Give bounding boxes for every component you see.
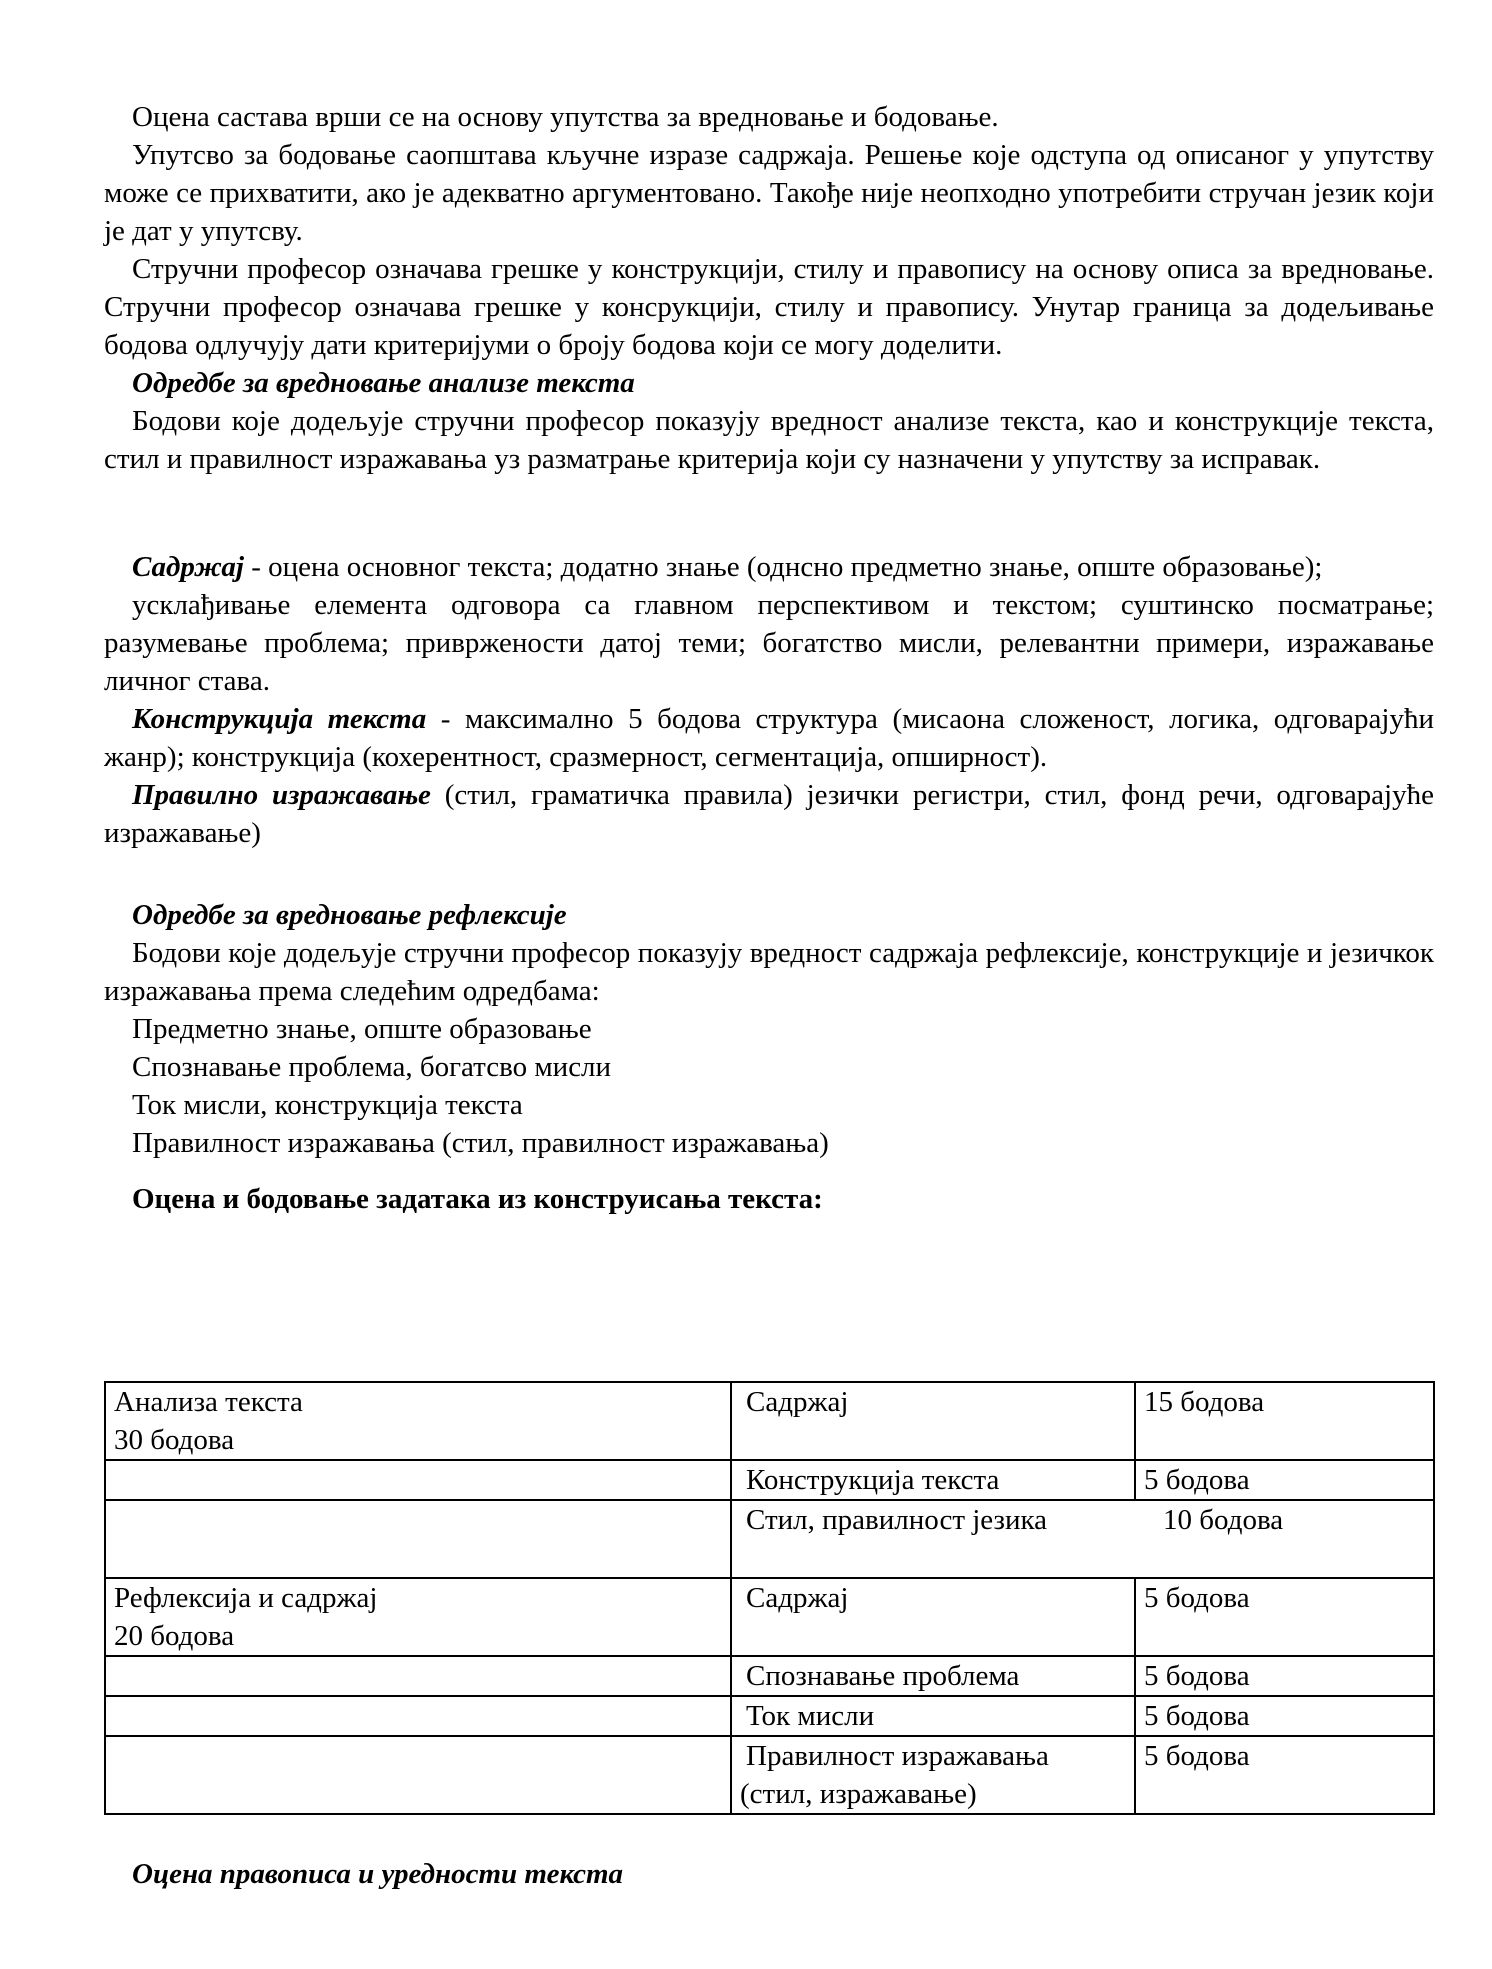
table-cell <box>105 1656 731 1696</box>
table-cell: 15 бодова <box>1135 1382 1434 1460</box>
table-cell: Конструкција текста <box>731 1460 1135 1500</box>
correct-text: (стил, граматичка правила) језички регистри, стил, фонд речи, одговарајуће изражавање) <box>104 779 1434 849</box>
heading-scoring: Оцена и бодовање задатака из конструисања текста: <box>132 1183 823 1215</box>
list-item: Ток мисли, конструкција текста <box>132 1089 523 1121</box>
heading-analysis: Одредбе за вредновање анализе текста <box>132 367 635 399</box>
construction-text: - максимално 5 бодова структура (мисаона сложеност, логика, одговарајући жанр); конструкција (кохерентност, сразмерност, сегментација, опширност). <box>104 703 1434 773</box>
document-body <box>104 98 1434 1218</box>
table-cell: Спознавање проблема <box>731 1656 1135 1696</box>
heading-reflection: Одредбе за вредновање рефлексије <box>132 899 567 931</box>
cell-text: Анализа текста <box>114 1386 303 1418</box>
scoring-table <box>104 1381 1435 1815</box>
table-row <box>105 1578 1434 1656</box>
table-cell <box>105 1578 731 1656</box>
paragraph-instructions: Упутсво за бодовање саопштава кључне изразе садржаја. Решење које одступа од описаног у упутству може се прихватити, ако је адекватно аргументовано. Такође није неопходно употребити стручан језик који је дат у упутсву. <box>104 139 1434 247</box>
cell-text: Правилност изражавања <box>746 1740 1049 1772</box>
list-item: Предметно знање, опште образовање <box>132 1013 592 1045</box>
table-cell <box>105 1696 731 1736</box>
table-row <box>105 1460 1434 1500</box>
paragraph-correct <box>104 776 1434 852</box>
table-row <box>105 1656 1434 1696</box>
paragraph-professor: Стручни професор означава грешке у конструкцији, стилу и правопису на основу описа за вредновање. Стручни професор означава грешке у консрукцији, стилу и правопису. Унутар граница за додељивање бодова одлучују дати критеријуми о броју бодова који се могу доделити. <box>104 253 1434 361</box>
paragraph-content <box>104 548 1434 586</box>
table-cell: 5 бодова <box>1135 1736 1434 1814</box>
paragraph-alignment: усклађивање елемента одговора са главном перспективом и текстом; суштинско посматрање; разумевање проблема; привржености датој теми; богатство мисли, релевантни примери, изражавање личног става. <box>104 589 1434 697</box>
table-row <box>105 1696 1434 1736</box>
content-label: Садржај <box>132 551 244 583</box>
cell-text: Рефлексија и садржај <box>114 1582 378 1614</box>
table-row <box>105 1382 1434 1460</box>
cell-text: 10 бодова <box>1163 1504 1284 1536</box>
table-cell: Ток мисли <box>731 1696 1135 1736</box>
list-item: Правилност изражавања (стил, правилност изражавања) <box>132 1127 829 1159</box>
table-cell <box>105 1382 731 1460</box>
paragraph-analysis: Бодови које додељује стручни професор показују вредност анализе текста, као и конструкције текста, стил и правилност изражавања уз разматрање критерија који су назначени у упутству за исправак. <box>104 405 1434 475</box>
cell-text: Стил, правилност језика <box>746 1504 1048 1536</box>
table-row <box>105 1500 1434 1578</box>
table-cell <box>731 1736 1135 1814</box>
cell-text: 20 бодова <box>114 1620 235 1652</box>
table-cell <box>105 1500 731 1578</box>
table-cell: Садржај <box>731 1382 1135 1460</box>
table-cell: 5 бодова <box>1135 1696 1434 1736</box>
table-cell: 5 бодова <box>1135 1656 1434 1696</box>
heading-orthography: Оцена правописа и уредности текста <box>132 1858 624 1890</box>
cell-text: (стил, изражавање) <box>740 1778 977 1810</box>
paragraph-construction <box>104 700 1434 776</box>
paragraph-reflection: Бодови које додељује стручни професор показују вредност садржаја рефлексије, конструкције и језичкок изражавања према следећим одредбама: <box>104 937 1434 1007</box>
table-cell: 5 бодова <box>1135 1578 1434 1656</box>
table-cell <box>731 1500 1434 1578</box>
table-cell: Садржај <box>731 1578 1135 1656</box>
content-text: - оцена основног текста; додатно знање (однсно предметно знање, опште образовање); <box>244 551 1323 583</box>
table-cell: 5 бодова <box>1135 1460 1434 1500</box>
table-cell <box>105 1736 731 1814</box>
table-row <box>105 1736 1434 1814</box>
list-item: Спознавање проблема, богатсво мисли <box>132 1051 612 1083</box>
table-cell <box>105 1460 731 1500</box>
correct-label: Правилно изражавање <box>132 779 431 811</box>
construction-label: Конструкција текста <box>132 703 427 735</box>
cell-text: 30 бодова <box>114 1424 235 1456</box>
paragraph-intro: Оцена састава врши се на основу упутства за вредновање и бодовање. <box>132 101 999 133</box>
